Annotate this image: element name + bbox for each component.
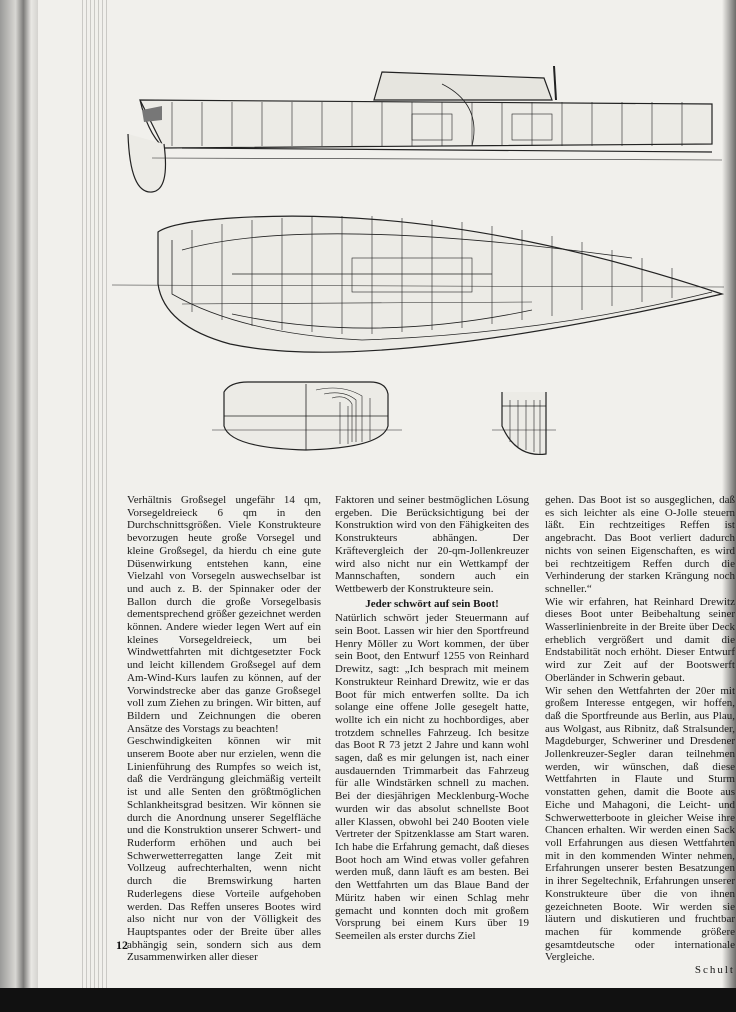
hull-plan-view [112, 216, 724, 352]
text-column-1: Verhältnis Großsegel ungefähr 14 qm, Vorsegeldreieck 6 qm in den Durchschnittsgrößen. Viele Konstrukteure bevorzugen heute große Vorsegel und kleine Großsegel, da hierdu ch eine gute Düsenwirkung entstehen kann, eine Vielzahl von Vorsegeln auswechselbar ist und auch z. B. der Spinnaker oder der Ballon durch die große Vorsegelbasis dementsprechend größer gezeichnet werden können. Andere wieder legen Wert auf ein kleines Vorsegeldreieck, um bei Windwettfahrten mit dichtgesetzter Fock und leicht killendem Großsegel auf dem Am-Wind-Kurs laufen zu können, auf der Vorwindstrecke aber das ganze Großsegel voll zum Ziehen zu bringen. Wir bitten, auf Bildern und Zeichnungen die oberen Ansätze des Vorstags zu beachten! Geschwindigkeiten können wir mit unserem Boote aber nur erzielen, wenn die Linienführung des Rumpfes so weich ist, daß die Verdrängung gleichmäßig verteilt ist und alle Senten den größtmöglichen Schlankheitsgrad besitzen. Wir können sie durch die Anordnung unserer Segelfläche und die Konstruktion unserer Schwert- und Ruderform erhöhen und auch bei Schwerwetterregatten lange Zeit mit Vollzeug aufrechterhalten, wenn nicht durch die Bremswirkung harten Ruderlegens diese Vorteile aufgehoben werden. Das Reffen unseres Bootes wird also nicht nur von der Völligkeit des Hauptspantes oder der Breite über alles abhängig sein, sondern sich aus dem Zusammenwirken aller dieser [127, 494, 321, 964]
text-column-2 [335, 494, 529, 943]
hull-profile-view [128, 66, 722, 192]
boat-construction-drawing [112, 44, 724, 474]
hull-section-view-right [492, 392, 556, 454]
page-number: 12 [116, 938, 128, 952]
column-2-body: Natürlich schwört jeder Steuermann auf sein Boot. Lassen wir hier den Sportfreund Henry Möller zu Wort kommen, der über sein Boot, den Entwurf 1255 von Reinhard Drewitz, sagt: „Ich besprach mit meinem Konstrukteur Reinhard Drewitz, wie er das Boot für mich entwerfen sollte. Da ich solange eine offene Jolle gesegelt hatte, wollte ich ein nicht zu hochbordiges, aber trotzdem schnelles Fahrzeug. Ich besitze das Boot R 73 jetzt 2 Jahre und kann wohl sagen, daß es mir gelungen ist, nach einer ausdauernden Trimmarbeit das Fahrzeug für alle Windstärken schnell zu machen. Bei der diesjährigen Mecklenburg-Woche wurden wir das absolut schnellste Boot aller Klassen, obwohl bei 240 Booten viele Vertreter der Spitzenklasse am Start waren. Ich habe die Erfahrung gemacht, daß dieses Boot hoch am Wind etwas voller gefahren werden muß, dann läuft es am besten. Bei den Wettfahrten um das Blaue Band der Müritz haben wir einen Schlag mehr gemacht und konnten doch mit großem Vorsprung bei einem Kurs über 19 Seemeilen als erster durchs Ziel [335, 612, 529, 942]
text-column-3 [545, 494, 735, 977]
section-heading: Jeder schwört auf sein Boot! [365, 597, 499, 610]
scan-bottom-border [0, 988, 736, 1012]
column-3-body: gehen. Das Boot ist so ausgeglichen, daß es sich leichter als eine O-Jolle steuern läßt. Ein rechtzeitiges Reffen ist angebracht. Das Boot verliert dadurch nichts von seinen Eigenschaften, es wird bei rechtzeitigem Reffen durch die Verhinderung der starken Krängung noch schneller.“ Wie wir erfahren, hat Reinhard Drewitz dieses Boot unter Beibehaltung seiner Wasserlinienbreite in der Breite über Deck erheblich vergrößert und damit die Endstabilität noch erhöht. Dieser Entwurf wird zur Zeit auf der Bootswerft Oberländer in Schwerin gebaut. Wir sehen den Wettfahrten der 20er mit großem Interesse entgegen, wir hoffen, daß die Sportfreunde aus Berlin, aus Plau, aus Wolgast, aus Ribnitz, daß Stralsunder, Magdeburger, Schweriner und Dresdener Jollenkreuzer-Segler daran teilnehmen werden, wir wünschen, daß diese Wettfahrten in Flaute und Sturm vonstatten gehen, damit die Boote aus Eiche und Mahagoni, die Leicht- und Schwerwetterboote in gleicher Weise ihre Chancen erhalten. Wir werden einen Sack voll Erfahrungen aus diesen Wettfahrten mit in den kommenden Winter nehmen, Erfahrungen unserer besten Besatzungen in ihrer Segeltechnik, Erfahrungen unserer Konstrukteure über die von ihnen gezeichneten Boote. Wir werden sie läutern und diskutieren und fruchtbar machen für kommende größere gesamtdeutsche oder internationale Vergleiche. [545, 494, 735, 964]
column-2-intro: Faktoren und seiner bestmöglichen Lösung ergeben. Die Berücksichtigung bei der Konstruktion wird von den Fähigkeiten des Konstrukteurs abhängen. Der Kräftevergleich der 20-qm-Jollenkreuzer wird also nicht nur ein Wettkampf der Mannschaften, sondern auch ein Wettbewerb der Konstrukteure sein. [335, 494, 529, 595]
page-edge-lines [82, 0, 108, 1012]
hull-section-view-left [212, 382, 402, 450]
author-signature: Schult [694, 964, 735, 977]
